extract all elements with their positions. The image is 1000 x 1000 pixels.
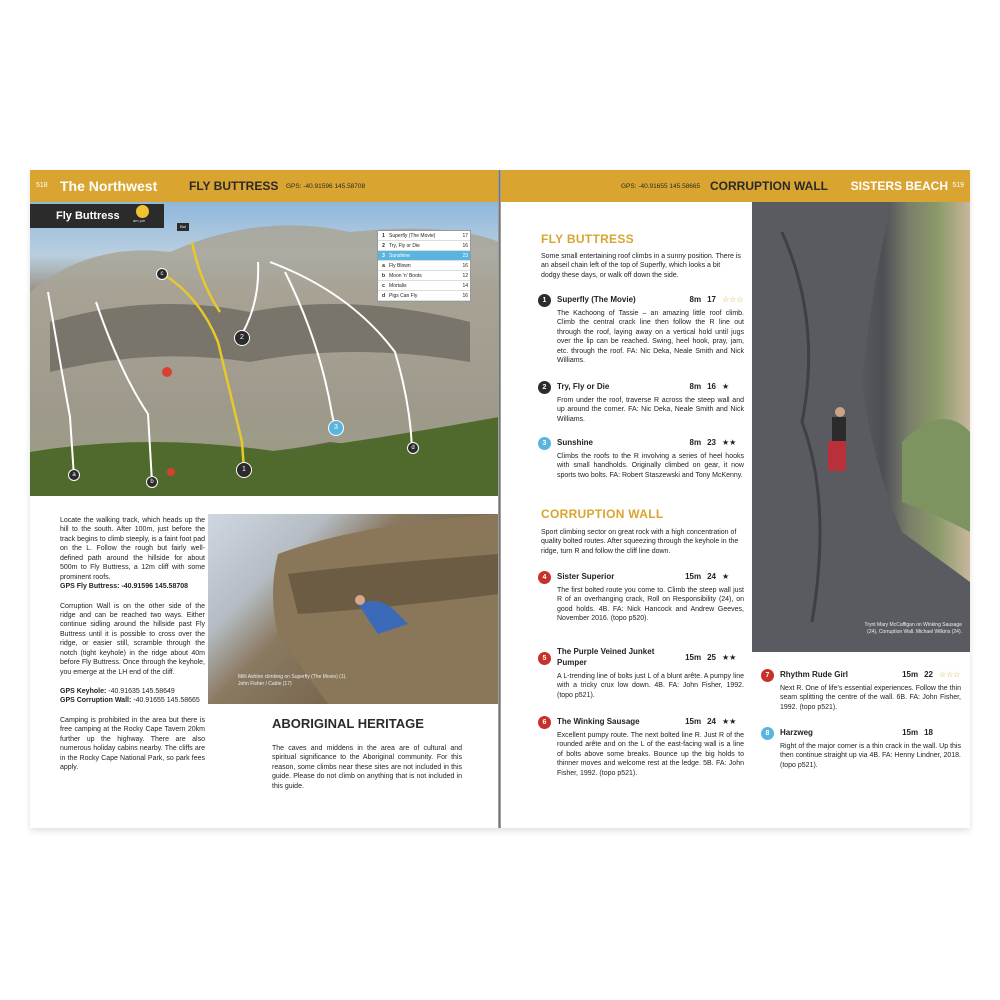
sun-icon — [136, 205, 149, 218]
route-entry: 4 Sister Superior 15m 24 ★ The first bolted route you come to. Climb the steep wall just R of an overhanging crack, Roll on Responsibility (24), on good holds. 4B. FA: Nick Hancock and Andrew Geeves, November 2016. (topo p520). — [538, 570, 744, 624]
legend-row: b Moon 'n' Boots 12 — [378, 271, 470, 281]
star-rating: ★ — [722, 571, 730, 581]
approach-paragraph: Corruption Wall is on the other side of the ridge and can be reached two ways. Either continue sidling around the hillside past Fly Buttress until it is possible to cross over the ridge, or easier still, scramble through the notch (tight keyhole) in the ridge about 40m before Fly Buttress. Once through the keyhole, you emerge at the LH end of the cliff. — [60, 602, 205, 676]
topo-marker: d — [407, 442, 419, 454]
star-rating: ★ — [722, 381, 730, 391]
left-page — [30, 170, 499, 828]
star-rating: ★★ — [722, 437, 737, 447]
page-number: 519 — [952, 182, 964, 189]
route-number: 7 — [761, 669, 774, 682]
page-number: 518 — [36, 182, 48, 189]
topo-marker: c — [156, 268, 168, 280]
legend-row: 1 Superfly (The Movie) 17 — [378, 231, 470, 241]
star-rating: ☆☆☆ — [722, 294, 744, 304]
route-entry: 2 Try, Fly or Die 8m 16 ★ From under the roof, traverse R across the steep wall and up around the corner. FA: Nic Deka, Neale Smith and Nick Williams. — [538, 380, 744, 424]
topo-marker: 3 — [328, 420, 344, 436]
route-entry: 7 Rhythm Rude Girl 15m 22 ☆☆☆ Next R. One of life's essential experiences. Follow the thin seam splitting the centre of the wall. 6B. FA: John Fisher, 1992. (topo p521). — [761, 668, 961, 712]
route-entry: 8 Harzweg 15m 18 Right of the major corner is a thin crack in the wall. Up this then continue straight up via 4B. FA: Henny Lindner, 2018. (topo p521). — [761, 726, 961, 770]
route-number: 4 — [538, 571, 551, 584]
heritage-title: ABORIGINAL HERITAGE — [272, 716, 424, 731]
crag-gps: GPS: -40.91655 145.58665 — [621, 183, 701, 190]
route-entry: 5 The Purple Veined Junket Pumper 15m 25 ★★ A L-trending line of bolts just L of a blunt arête. A pumpy line with a tricky crux low down. 4B. FA: John Fisher, 1992. (topo p521). — [538, 646, 744, 700]
legend-row: 2 Try, Fly or Die 16 — [378, 241, 470, 251]
legend-row: d Pigs Can Fly 16 — [378, 291, 470, 301]
route-number: 3 — [538, 437, 551, 450]
fly-buttress-intro: Some small entertaining roof climbs in a sunny position. There is an abseil chain left of the top of Superfly, which looks a bit dodgy these days, or walk off down the side. — [541, 253, 741, 279]
guidebook-spread — [30, 170, 970, 828]
sun-label: am pm — [133, 218, 146, 223]
photo-title: Fly Buttress — [56, 210, 120, 222]
legend-row: a Fly Blown 16 — [378, 261, 470, 271]
gps-keyhole: GPS Keyhole: -40.91635 145.58649 — [60, 688, 175, 695]
crag-title: CORRUPTION WALL — [710, 179, 828, 193]
wall-photo-shapes — [752, 202, 970, 652]
route-entry: 3 Sunshine 8m 23 ★★ Climbs the roofs to the R involving a series of heel hooks with small handholds. Originally climbed on gear, it now sports two bolts. FA: Robert Staszewski and Tony McKenny. — [538, 436, 744, 480]
topo-marker: 1 — [236, 462, 252, 478]
corruption-wall-photo — [752, 202, 970, 652]
approach-paragraph: Locate the walking track, which heads up the hill to the south. After 100m, just before the track begins to climb steeply, is a faint foot pad on the L. Follow the rough but fairly well-defined path around the hillside for about 500m to Fly Buttress, a 12m cliff with some prominent roofs. — [60, 517, 205, 581]
heritage-text: The caves and middens in the area are of cultural and spiritual significance to the Aboriginal community. For this reason, some climbs near these sites are not included in this guide. Please do not climb on anything that is not included in this guide. — [272, 745, 462, 790]
left-header — [30, 170, 499, 202]
route-number: 6 — [538, 716, 551, 729]
route-number: 5 — [538, 652, 551, 665]
photo-caption: Milli Ashton climbing on Superfly (The Movie) (1). John Fisher / Cable (17) — [238, 674, 347, 687]
topo-marker: 2 — [234, 330, 250, 346]
right-page — [501, 170, 970, 828]
crag-gps: GPS: -40.91596 145.58708 — [286, 183, 366, 190]
corruption-wall-heading: CORRUPTION WALL — [541, 507, 664, 521]
route-legend — [377, 230, 471, 302]
photo-caption: Trynt Mary McCaffigan on Winking Sausage (24), Corruption Wall. Michael Wilkins (24). — [864, 622, 962, 635]
corruption-wall-intro: Sport climbing sector on great rock with a high concentration of quality bolted routes. After squeezing through the keyhole in the ridge, turn R and follow the cliff line down. — [541, 529, 739, 555]
camping-paragraph: Camping is prohibited in the area but there is free camping at the Rocky Cape Tavern 20km further up the highway. There are also numerous holiday cabins nearby. The cliffs are in the Rocky Cape National Park, so park fees apply. — [60, 716, 205, 772]
star-rating: ☆☆☆ — [939, 669, 961, 679]
approach-text — [60, 516, 205, 783]
gps-fly-buttress: GPS Fly Buttress: -40.91596 145.58708 — [60, 583, 189, 591]
climber-roof-photo — [208, 514, 499, 704]
topo-marker: a — [68, 469, 80, 481]
fly-buttress-heading: FLY BUTTRESS — [541, 232, 634, 246]
route-number: 2 — [538, 381, 551, 394]
right-header — [501, 170, 970, 202]
fly-buttress-topo-photo — [30, 202, 499, 496]
route-entry: 6 The Winking Sausage 15m 24 ★★ Excellent pumpy route. The next bolted line R. Just R of the rounded arête and on the L of the east-facing wall is a line of bolts above some breaks. Bounce up the big holds to thinner moves and welcome rest at the ledge. 5B. FA: John Fisher, 1992. (topo p521). — [538, 715, 744, 778]
crag-title: FLY BUTTRESS — [189, 179, 279, 193]
star-rating: ★★ — [722, 652, 737, 662]
route-number: 1 — [538, 294, 551, 307]
route-entry: 1 Superfly (The Movie) 8m 17 ☆☆☆ The Kachoong of Tassie – an amazing little roof climb. Climb the central crack line then follow the R line out through the roof, laying away on a vertical hold until jugs over the lip can be reached. Swing, heel hook, pray, jam, etc. through the roof. FA: Nic Deka, Neale Smith and Nick Williams. — [538, 293, 744, 366]
section-title: SISTERS BEACH — [850, 179, 948, 193]
legend-row: c Mortalis 14 — [378, 281, 470, 291]
legend-row: 3 Sunshine 23 — [378, 251, 470, 261]
star-rating: ★★ — [722, 716, 737, 726]
bolt-lock-icon: Bol — [177, 223, 189, 231]
topo-marker: b — [146, 476, 158, 488]
gps-corruption-wall: GPS Corruption Wall: -40.91655 145.58665 — [60, 697, 200, 705]
route-number: 8 — [761, 727, 774, 740]
region-title: The Northwest — [60, 178, 158, 194]
